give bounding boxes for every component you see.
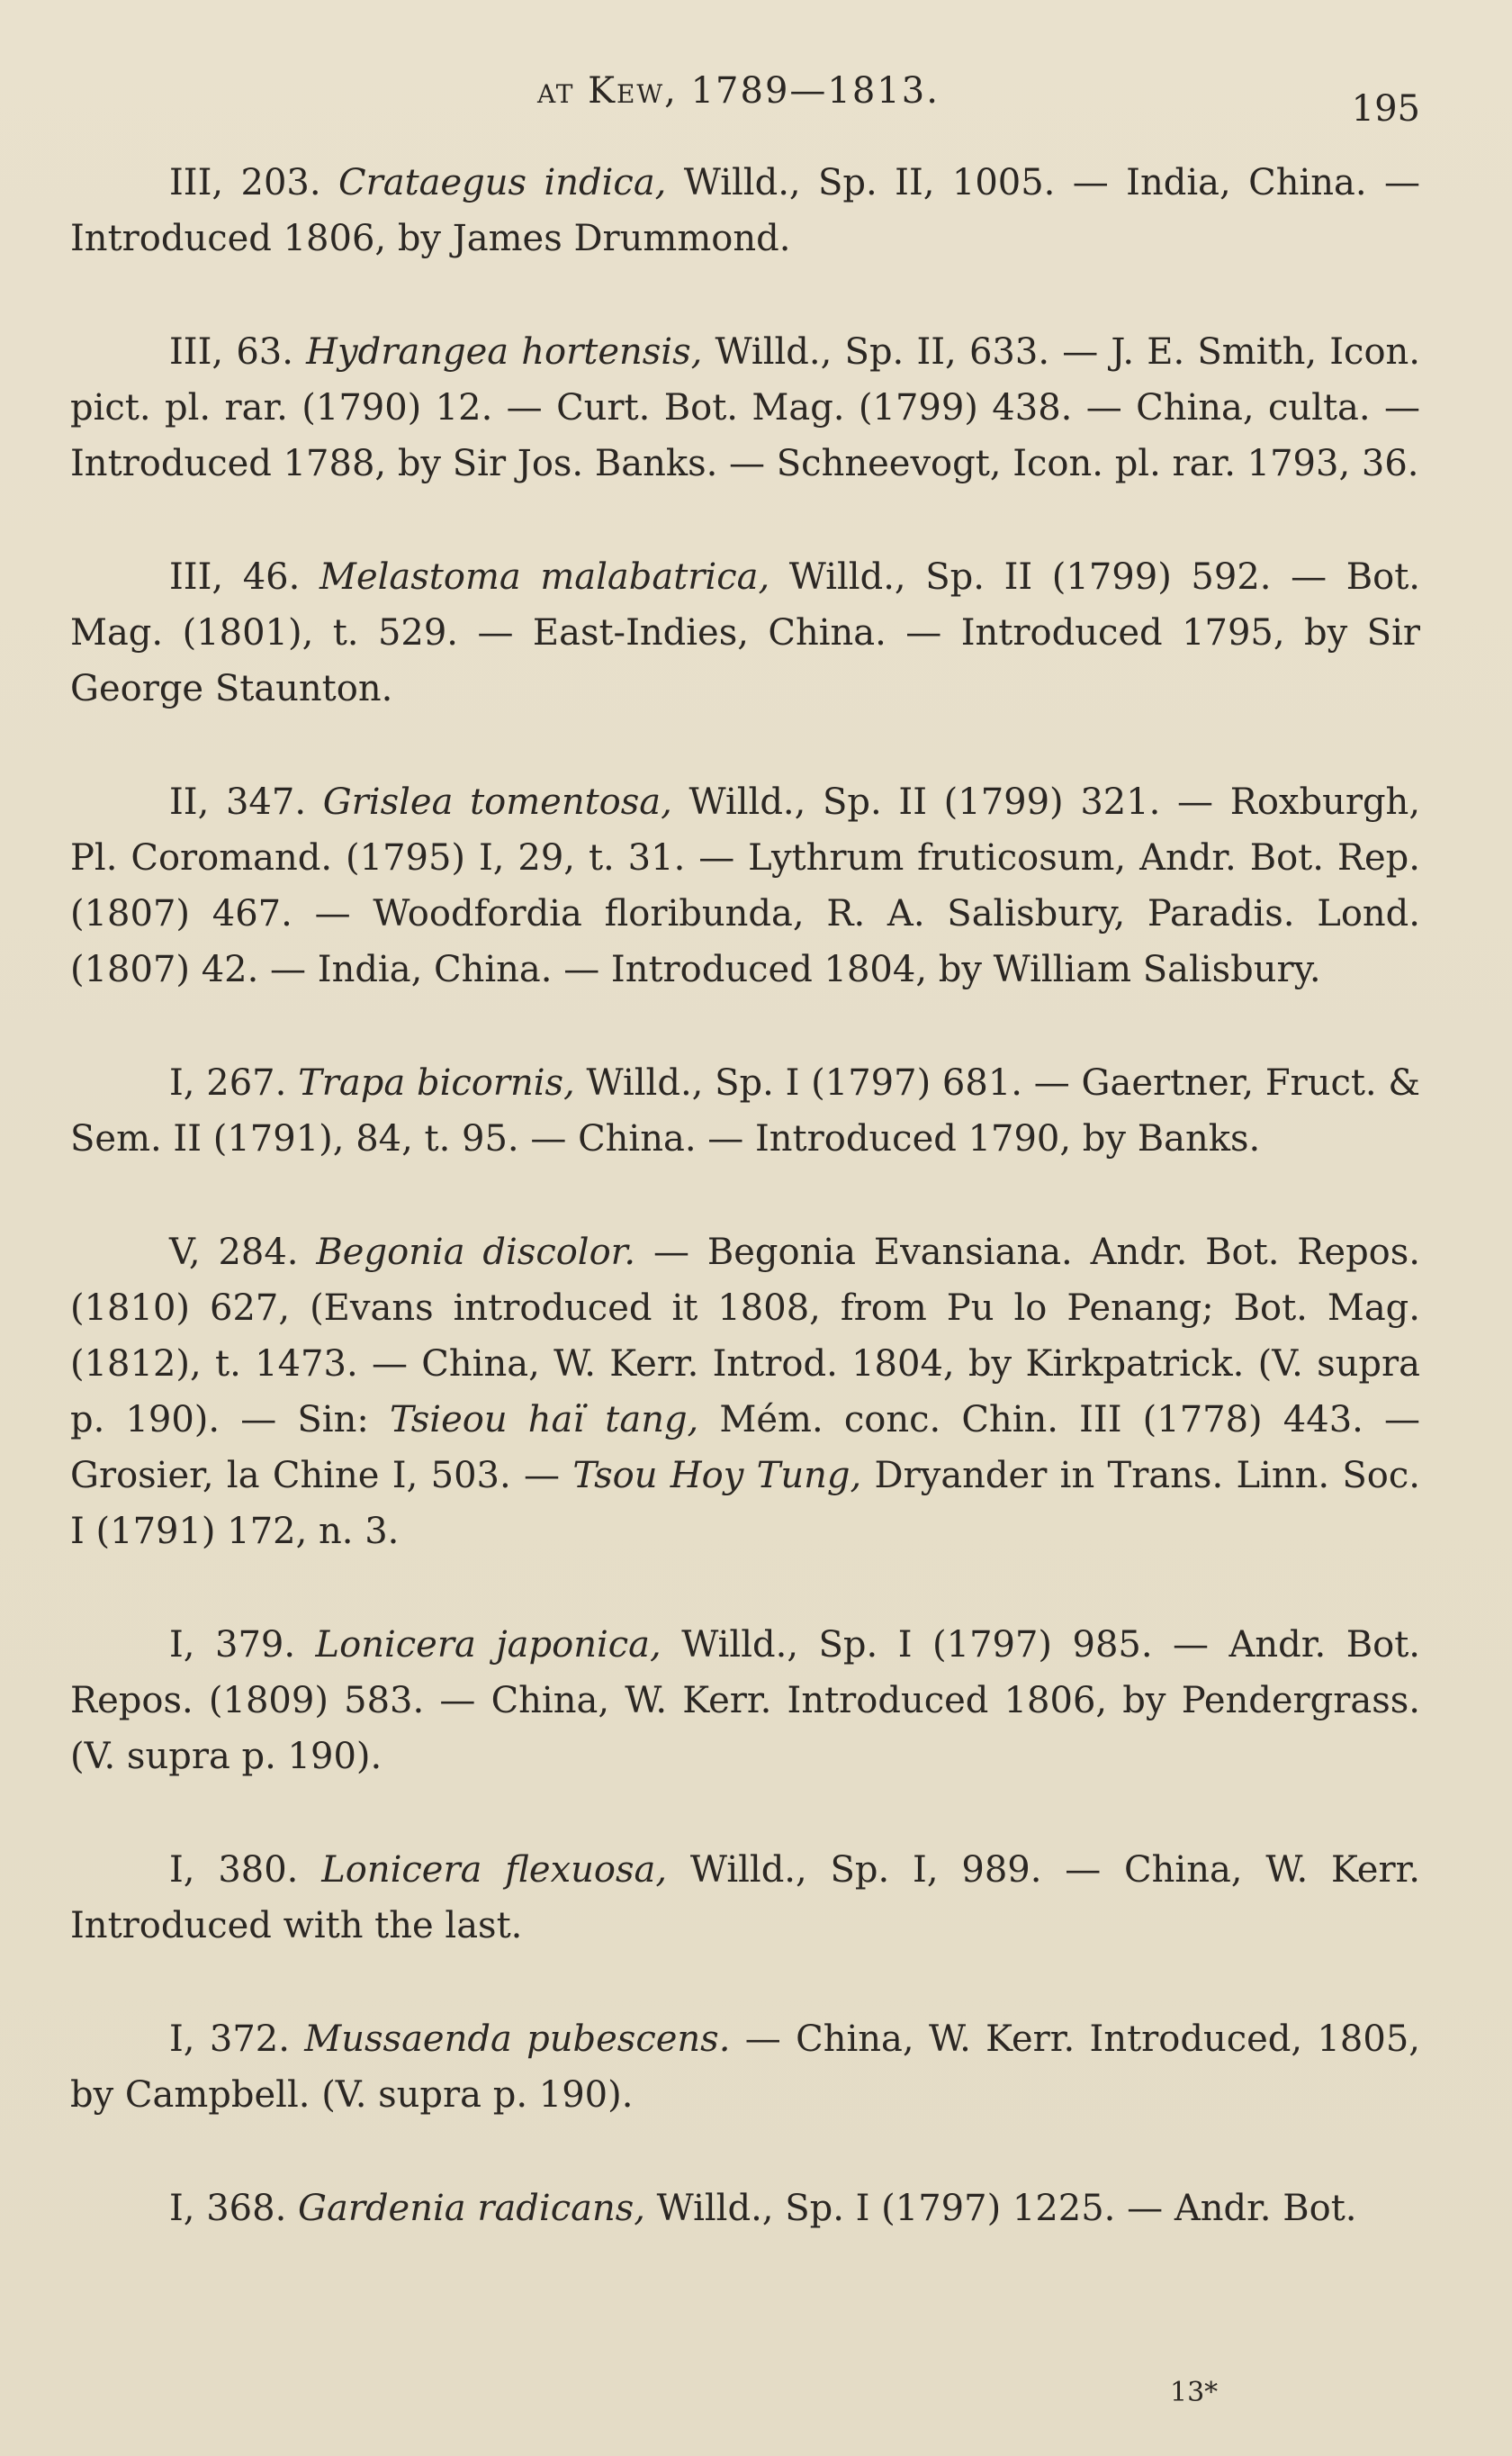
chinese-name: Tsieou haï tang, [389, 1399, 699, 1440]
species-name: Hydrangea hortensis, [306, 331, 703, 373]
entry-ref: III, 63. [169, 331, 293, 373]
entry-text: Willd., Sp. II, 1005. — India, China. — Introduced 1806, by James Drummond. [70, 162, 1420, 259]
species-name: Grislea tomentosa, [322, 781, 672, 823]
entry-text: — Begonia Evansiana. Andr. Bot. Repos. (1810) 627, (Evans introduced it 1808, from Pu lo Penang; Bot. Mag. (1812), t. 1473. — China, W. Kerr. Introd. 1804, by Kirkpatrick. (V. supra p. 190). — Sin: [70, 1232, 1421, 1440]
entry-ref: II, 347. [169, 781, 307, 823]
entry-ref: I, 372. [169, 2018, 290, 2060]
signature-mark: 13* [1170, 2377, 1219, 2408]
entry-text: Dryander in Trans. Linn. Soc. I (1791) 172, n. 3. [70, 1455, 1421, 1552]
entry-text: Willd., Sp. II (1799) 592. — Bot. Mag. (1801), t. 529. — East-Indies, China. — Introduced 1795, by Sir George Staunton. [70, 556, 1420, 709]
entry-lonicera-japonica [70, 1617, 1420, 1784]
entry-text: Willd., Sp. II, 633. — J. E. Smith, Icon. pict. pl. rar. (1790) 12. — Curt. Bot. Mag. (1799) 438. — China, culta. — Introduced 1788, by Sir Jos. Banks. — Schneevogt, Icon. pl. rar. 1793, 36. [70, 331, 1420, 484]
entry-ref: V, 284. [169, 1232, 299, 1273]
species-name: Gardenia radicans, [298, 2188, 645, 2229]
species-name: Begonia discolor. [316, 1232, 636, 1273]
species-name: Mussaenda pubescens. [304, 2018, 731, 2060]
entry-text: Willd., Sp. II (1799) 321. — Roxburgh, Pl. Coromand. (1795) I, 29, t. 31. — Lythrum fruticosum, Andr. Bot. Rep. (1807) 467. — Woodfordia floribunda, R. A. Salisbury, Paradis. Lond. (1807) 42. — India, China. — Introduced 1804, by William Salisbury. [70, 781, 1421, 990]
text-block [70, 155, 1420, 2294]
page-number: 195 [1351, 88, 1420, 130]
entry-grislea-tomentosa [70, 774, 1420, 998]
page-header [0, 70, 1512, 130]
entry-text: Willd., Sp. I, 989. — China, W. Kerr. Introduced with the last. [70, 1849, 1421, 1946]
entry-begonia-discolor [70, 1224, 1420, 1559]
entry-text: Willd., Sp. I (1797) 1225. — Andr. Bot. [656, 2188, 1357, 2229]
species-name: Lonicera japonica, [315, 1624, 662, 1666]
entry-ref: III, 46. [169, 556, 301, 598]
entry-hydrangea-hortensis [70, 324, 1420, 492]
entry-ref: I, 368. [169, 2188, 287, 2229]
entry-ref: I, 380. [169, 1849, 299, 1891]
entry-text: — China, W. Kerr. Introduced, 1805, by Campbell. (V. supra p. 190). [70, 2018, 1420, 2116]
running-title: at Kew, 1789—1813. [537, 70, 940, 112]
entry-ref: I, 267. [169, 1062, 287, 1104]
entry-ref: I, 379. [169, 1624, 296, 1666]
entry-text: Mém. conc. Chin. III (1778) 443. — Grosier, la Chine I, 503. — [70, 1399, 1420, 1496]
chinese-name: Tsou Hoy Tung, [572, 1455, 862, 1496]
entry-trapa-bicornis [70, 1055, 1420, 1167]
species-name: Melastoma malabatrica, [319, 556, 770, 598]
entry-lonicera-flexuosa [70, 1842, 1420, 1954]
species-name: Trapa bicornis, [298, 1062, 575, 1104]
entry-text: Willd., Sp. I (1797) 681. — Gaertner, Fruct. & Sem. II (1791), 84, t. 95. — China. — Introduced 1790, by Banks. [70, 1062, 1421, 1160]
species-name: Crataegus indica, [338, 162, 667, 203]
entry-melastoma-malabatrica [70, 549, 1420, 717]
entry-text: Willd., Sp. I (1797) 985. — Andr. Bot. Repos. (1809) 583. — China, W. Kerr. Introduced 1806, by Pendergrass. (V. supra p. 190). [70, 1624, 1420, 1777]
species-name: Lonicera flexuosa, [321, 1849, 668, 1891]
entry-crataegus-indica [70, 155, 1420, 266]
entry-gardenia-radicans [70, 2181, 1420, 2236]
entry-ref: III, 203. [169, 162, 321, 203]
entry-mussaenda-pubescens [70, 2011, 1420, 2123]
